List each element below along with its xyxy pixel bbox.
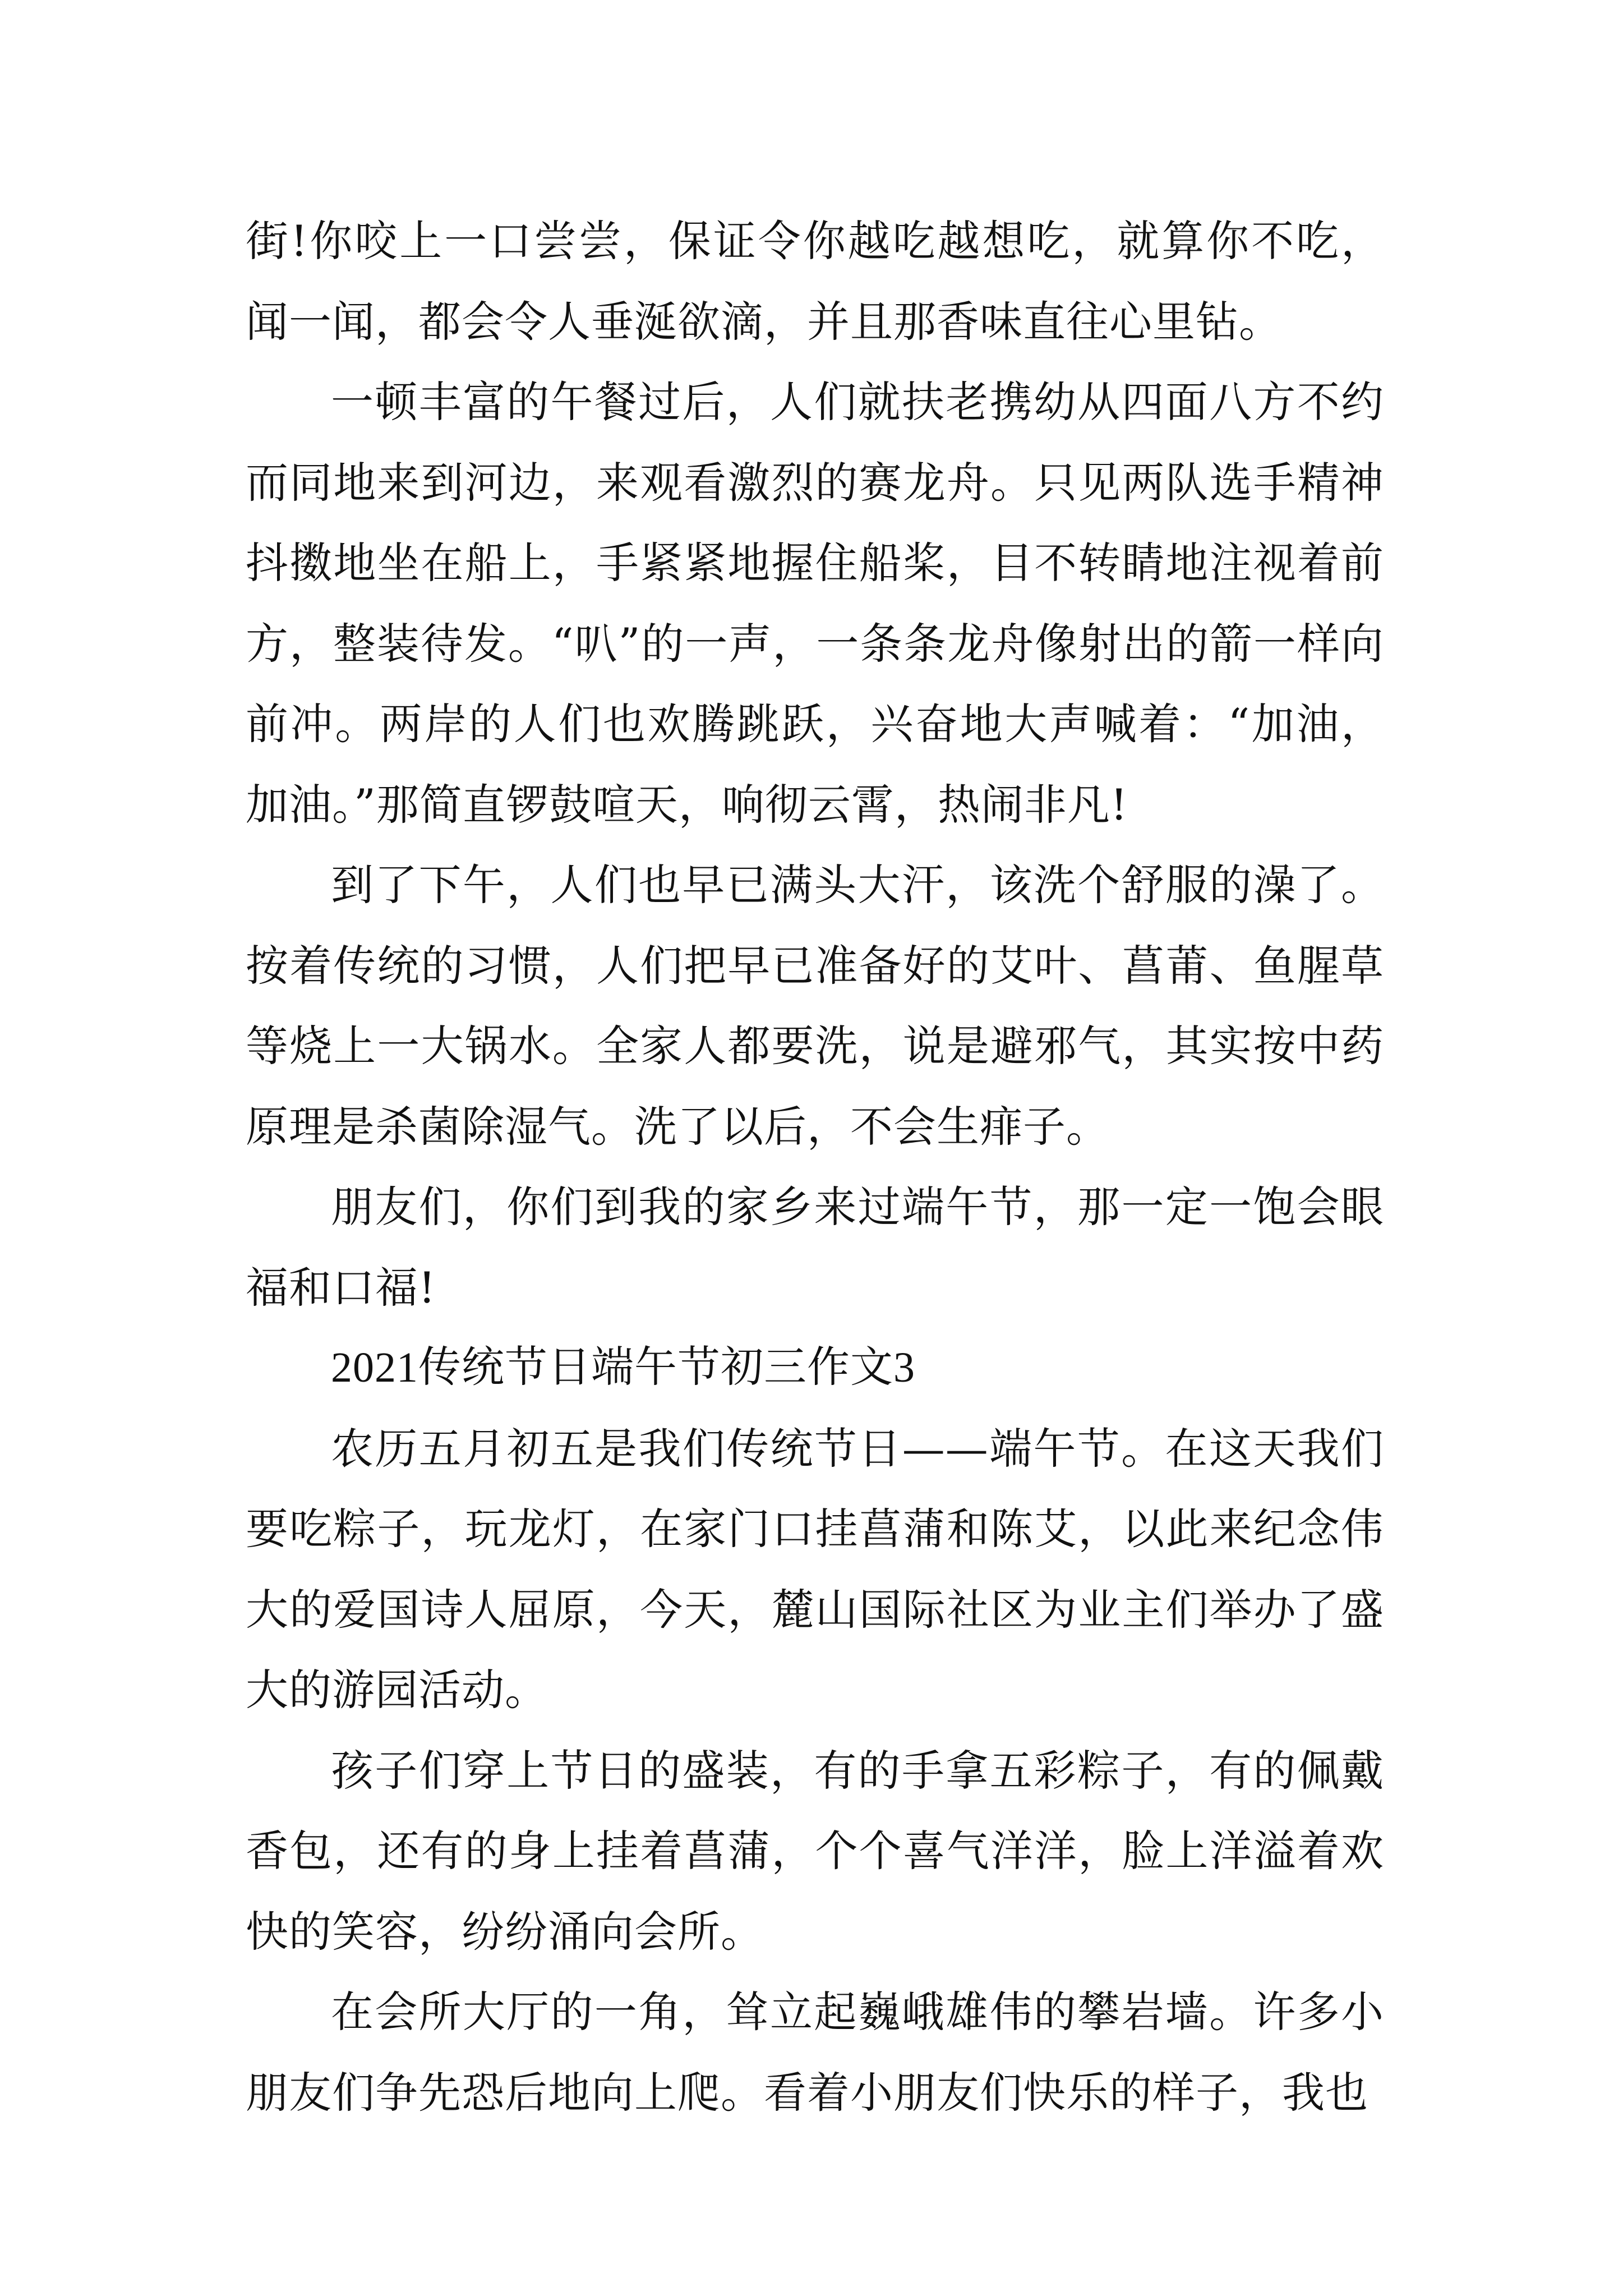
paragraph-continuation: 街!你咬上一口尝尝，保证令你越吃越想吃，就算你不吃，闻一闻，都会令人垂涎欲滴，并且那香味直往心里钻。 — [246, 216, 1384, 347]
paragraph-climbing-wall: 在会所大厅的一角，耸立起巍峨雄伟的攀岩墙。许多小朋友们争先恐后地向上爬。看着小朋友们快乐的样子，我也 — [246, 1987, 1384, 2118]
paragraph-festival-intro: 农历五月初五是我们传统节日——端午节。在这天我们要吃粽子，玩龙灯，在家门口挂菖蒲和陈艾，以此来纪念伟大的爱国诗人屈原，今天，麓山国际社区为业主们举办了盛大的游园活动。 — [246, 1423, 1384, 1715]
paragraph-invitation: 朋友们，你们到我的家乡来过端午节，那一定一饱会眼福和口福! — [246, 1182, 1384, 1313]
paragraph-children: 孩子们穿上节日的盛装，有的手拿五彩粽子，有的佩戴香包，还有的身上挂着菖蒲，个个喜气洋洋，脸上洋溢着欢快的笑容，纷纷涌向会所。 — [246, 1745, 1384, 1957]
paragraph-afternoon-bath: 到了下午，人们也早已满头大汗，该洗个舒服的澡了。按着传统的习惯，人们把早已准备好的艾叶、菖莆、鱼腥草等烧上一大锅水。全家人都要洗，说是避邪气，其实按中药原理是杀菌除湿气。洗了以后，不会生痱子。 — [246, 860, 1384, 1152]
document-body — [246, 201, 1384, 2133]
paragraph-dragon-boat: 一顿丰富的午餐过后，人们就扶老携幼从四面八方不约而同地来到河边，来观看激烈的赛龙舟。只见两队选手精神抖擞地坐在船上，手紧紧地握住船桨，目不转睛地注视着前方，整装待发。“叭”的一声，一条条龙舟像射出的箭一样向前冲。两岸的人们也欢腾跳跃，兴奋地大声喊着：“加油，加油。”那简直锣鼓喧天，响彻云霄，热闹非凡! — [246, 377, 1384, 830]
essay-title: 2021传统节日端午节初三作文3 — [331, 1344, 915, 1391]
